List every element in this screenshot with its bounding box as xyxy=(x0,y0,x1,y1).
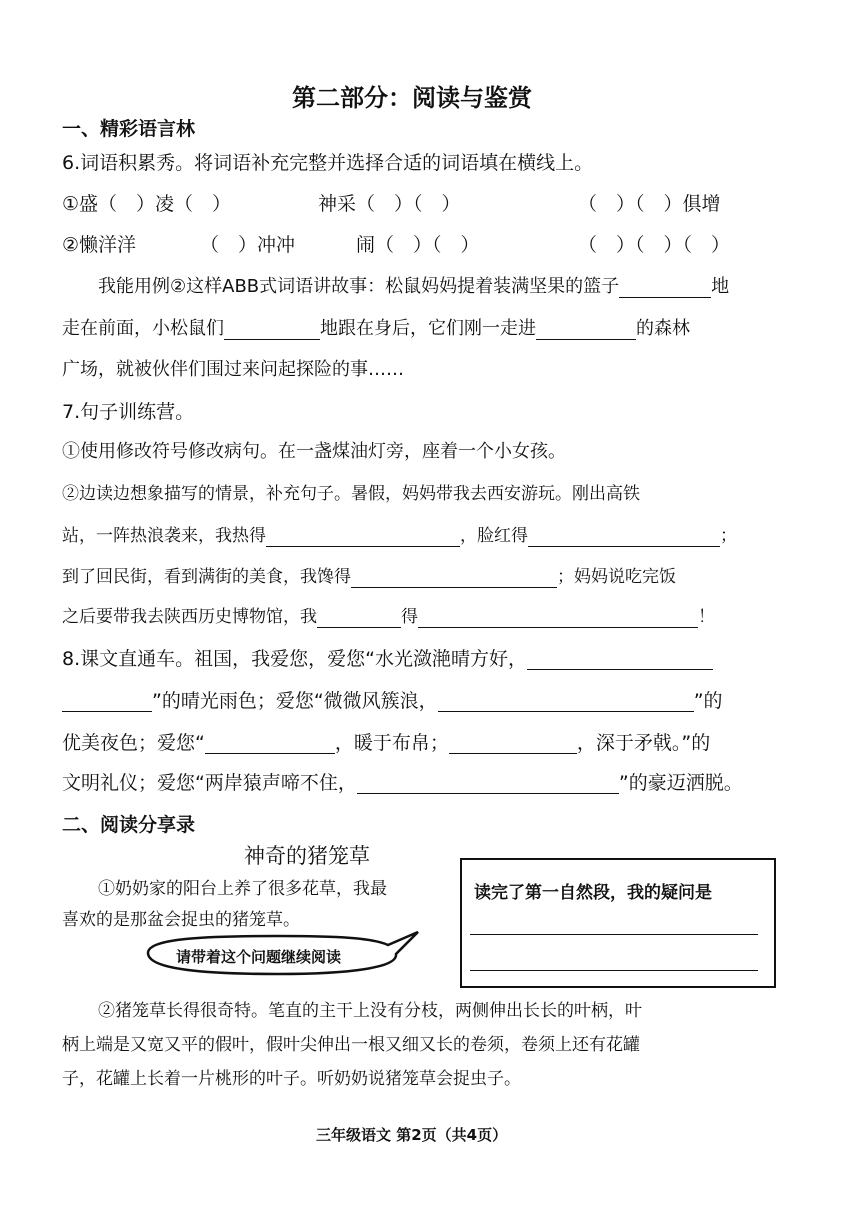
q8-line1a: 8.课文直通车。祖国，我爱您，爱您“水光潋滟晴方好， xyxy=(62,648,527,670)
q7-stem: 7.句子训练营。 xyxy=(62,401,195,423)
blank-q8-3[interactable] xyxy=(438,691,694,712)
q7-item2: ②边读边想象描写的情景，补充句子。暑假，妈妈带我去西安游玩。刚出高铁 xyxy=(62,484,640,504)
q6-row2-item1: ②懒洋洋 xyxy=(62,234,137,256)
q6-row1-item1: ①盛（ ）凌（ ） xyxy=(62,193,232,215)
q7-line4a: 之后要带我去陕西历史博物馆，我 xyxy=(62,607,317,627)
q8-line4 xyxy=(62,772,743,794)
q8-line3a: 优美夜色；爱您“ xyxy=(62,732,205,754)
section-heading-1: 一、精彩语言林 xyxy=(62,118,196,140)
story-text-2a: 走在前面，小松鼠们 xyxy=(62,318,224,339)
blank-q8-5[interactable] xyxy=(449,733,577,754)
p1-line1: ①奶奶家的阳台上养了很多花草，我最 xyxy=(98,879,387,899)
q6-row1-item3: （ ）（ ）俱增 xyxy=(578,193,721,215)
q7-item1: ①使用修改符号修改病句。在一盏煤油灯旁，座着一个小女孩。 xyxy=(62,441,566,462)
blank-q7-4[interactable] xyxy=(317,607,401,628)
blank-q7-2[interactable] xyxy=(528,526,720,547)
story-text-2c: 的森林 xyxy=(636,318,690,339)
q6-story-line3: 广场，就被伙伴们围过来问起探险的事…… xyxy=(62,359,404,380)
p1-line2: 喜欢的是那盆会捉虫的猪笼草。 xyxy=(62,910,300,930)
q7-line2 xyxy=(62,525,737,547)
p2-line3: 子，花罐上长着一片桃形的叶子。听奶奶说猪笼草会捉虫子。 xyxy=(62,1069,521,1089)
q6-stem: 6.词语积累秀。将词语补充完整并选择合适的词语填在横线上。 xyxy=(62,152,594,174)
q8-line3 xyxy=(62,732,710,754)
q8-line2b: ”的 xyxy=(693,690,723,712)
q6-story-line1 xyxy=(98,276,729,298)
section-heading-2: 二、阅读分享录 xyxy=(62,814,196,836)
page-footer: 三年级语文 第2页（共4页） xyxy=(316,1126,508,1144)
answer-line-2[interactable] xyxy=(470,970,758,971)
q7-line2a: 站，一阵热浪袭来，我热得 xyxy=(62,526,266,546)
q7-line4c: ！ xyxy=(698,607,715,627)
blank-q8-6[interactable] xyxy=(357,773,619,794)
p2-line2: 柄上端是又宽又平的假叶，假叶尖伸出一根又细又长的卷须，卷须上还有花罐 xyxy=(62,1035,640,1055)
blank-story-2[interactable] xyxy=(224,319,320,340)
q7-line3 xyxy=(62,566,676,588)
q8-line1 xyxy=(62,648,713,670)
story-text-2b: 地跟在身后，它们刚一走进 xyxy=(320,318,536,339)
q8-line4b: ”的豪迈洒脱。 xyxy=(618,772,743,794)
blank-story-3[interactable] xyxy=(536,319,636,340)
page-title: 第二部分：阅读与鉴赏 xyxy=(292,84,532,112)
blank-q8-4[interactable] xyxy=(205,733,335,754)
q6-row2-item2: （ ）冲冲 xyxy=(200,234,296,256)
q6-row2-item4: （ ）（ ）（ ） xyxy=(578,234,731,256)
answer-line-1[interactable] xyxy=(470,934,758,935)
q8-line3b: ，暖于布帛； xyxy=(334,732,449,754)
q7-line2b: ，脸红得 xyxy=(460,526,528,546)
q7-line2c: ； xyxy=(720,526,737,546)
callout-text: 请带着这个问题继续阅读 xyxy=(176,948,342,966)
q8-line2a: ”的晴光雨色；爱您“微微风簇浪， xyxy=(152,690,438,712)
q6-row2-item3: 闹（ ）（ ） xyxy=(356,234,480,256)
q8-line2 xyxy=(62,690,723,712)
q7-line3b: ；妈妈说吃完饭 xyxy=(557,567,676,587)
story-text-1: 我能用例②这样ABB式词语讲故事：松鼠妈妈提着装满坚果的篮子 xyxy=(98,276,620,297)
blank-q7-1[interactable] xyxy=(266,526,460,547)
blank-q8-2[interactable] xyxy=(62,691,152,712)
p2-line1: ②猪笼草长得很奇特。笔直的主干上没有分枝，两侧伸出长长的叶柄，叶 xyxy=(98,1001,642,1021)
blank-story-1[interactable] xyxy=(619,277,711,298)
story-text-1-end: 地 xyxy=(711,276,730,297)
question-box-prompt: 读完了第一自然段，我的疑问是 xyxy=(474,883,712,903)
passage-title: 神奇的猪笼草 xyxy=(244,844,370,868)
blank-q8-1[interactable] xyxy=(527,649,713,670)
q6-row1-item2: 神采（ ）（ ） xyxy=(318,193,461,215)
q8-line4a: 文明礼仪；爱您“两岸猿声啼不住， xyxy=(62,772,357,794)
q8-line3c: ，深于矛戟。”的 xyxy=(576,732,711,754)
q7-line3a: 到了回民街，看到满街的美食，我馋得 xyxy=(62,567,351,587)
blank-q7-3[interactable] xyxy=(351,567,557,588)
q7-line4 xyxy=(62,606,715,628)
q7-line4b: 得 xyxy=(401,607,418,627)
blank-q7-5[interactable] xyxy=(418,607,698,628)
q6-story-line2 xyxy=(62,318,690,340)
